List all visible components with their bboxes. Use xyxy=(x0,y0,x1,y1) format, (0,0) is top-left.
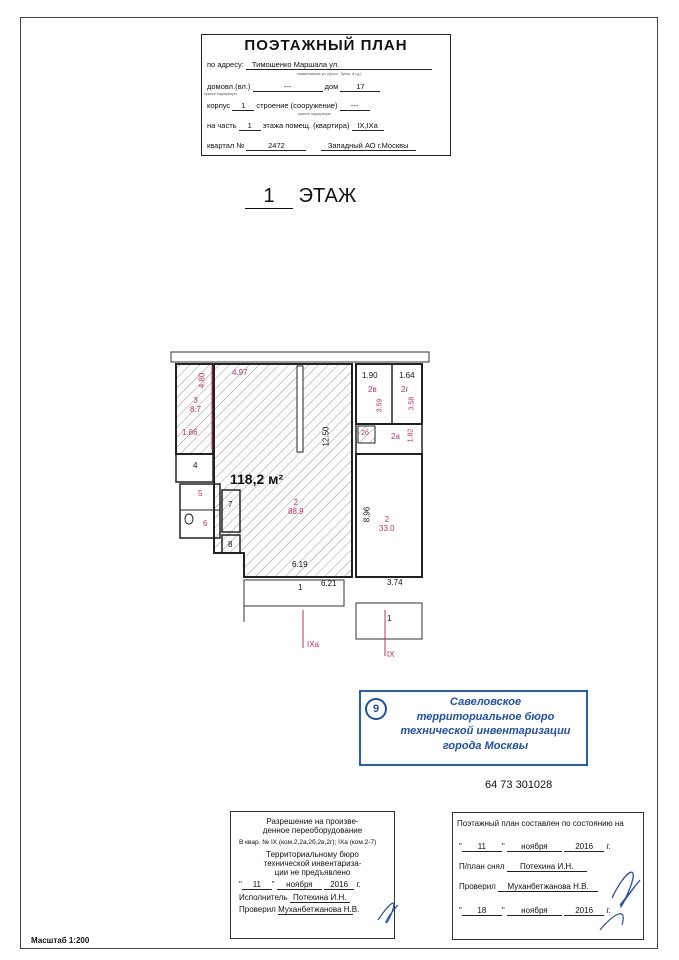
total-area: 118,2 м² xyxy=(230,471,284,487)
room-2-label: 2 88.9 xyxy=(288,498,304,516)
stamp-number: 9 xyxy=(365,698,387,720)
plan-top-band xyxy=(171,352,429,362)
room-3-label: 3 8.7 xyxy=(190,396,202,414)
part-row: на часть 1 этажа помещ. (квартира) IX,IXа xyxy=(207,121,384,131)
address-value: Тимошенко Маршала ул. xyxy=(246,60,432,70)
status-box: Поэтажный план составлен по состоянию на " 11 " ноября 2016 г. П/план снял Потехина И.Н. Проверил Муханбетжанова Н.В. " 18 " ноября 2016 г. xyxy=(452,812,644,940)
korpus-row: корпус 1 строение (сооружение) --- xyxy=(207,101,370,111)
kvartal-row: квартал № 2472 Западный АО г.Москвы xyxy=(207,141,416,151)
document-title: ПОЭТАЖНЫЙ ПЛАН xyxy=(244,37,408,54)
address-row: по адресу: Тимошенко Маршала ул. xyxy=(207,60,432,70)
house-row: домовл.(вл.) --- дом 17 xyxy=(207,82,380,92)
floor-label: 1 ЭТАЖ xyxy=(245,185,356,209)
header-block: ПОЭТАЖНЫЙ ПЛАН по адресу: Тимошенко Маршала ул. наименование ул. (просп., бульв. и т.д.) домовл.(вл.) --- дом 17 нужное подчеркнуть корпус 1 строение (сооружение) --- нужное подчеркнуть на часть 1 этажа помещ. (квартира) IX,IXа квартал № 2472 Западный АО г.Москвы xyxy=(201,34,451,156)
scale-label: Масштаб 1:200 xyxy=(31,936,90,945)
inventory-code: 64 73 301028 xyxy=(485,779,553,791)
room-2b-label: 2 33.0 xyxy=(379,515,395,533)
permit-date: " 11 " ноября 2016 г. xyxy=(239,880,361,889)
bti-stamp: 9 Савеловское территориальное бюро технической инвентаризации города Москвы xyxy=(359,690,588,766)
permit-box: Разрешение на произве- денное переоборудование В квар. № IX (ком.2,2а,2б,2в,2г); IXа (ком.2-7) Территориальному бюро технической инвентариза- ции не предъявлено " 11 " ноября 2016 г. Исполнитель Потехина И.Н. Проверил Муханбетжанова Н.В. xyxy=(230,811,395,939)
